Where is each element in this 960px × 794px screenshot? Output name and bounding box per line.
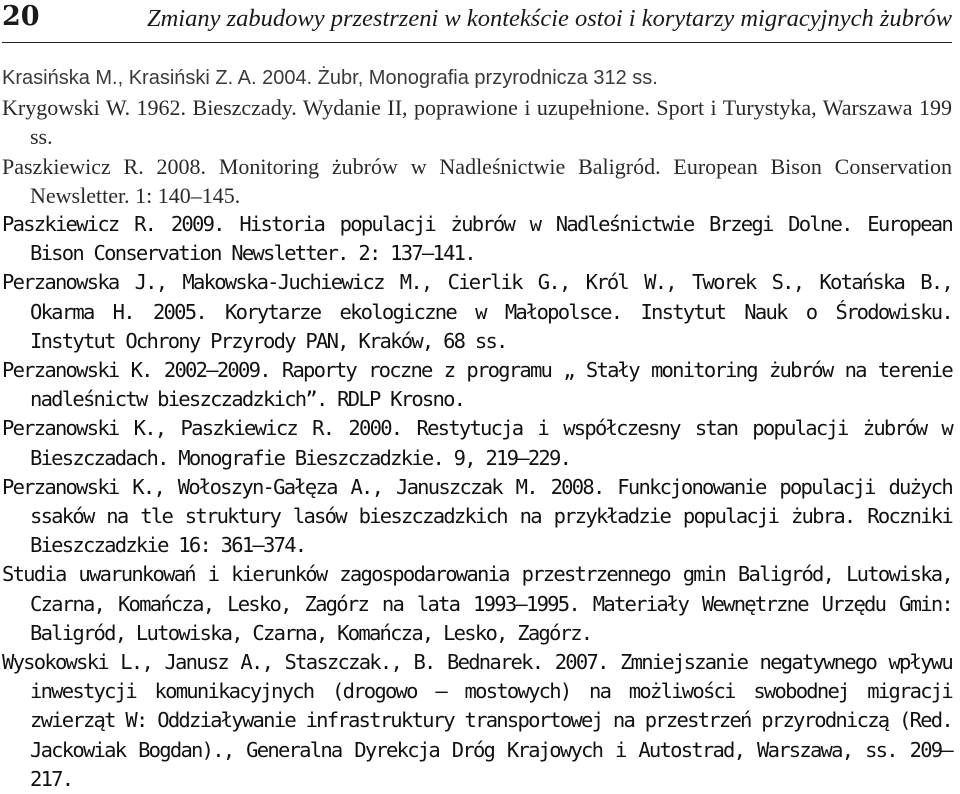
reference-entry: Krygowski W. 1962. Bieszczady. Wydanie II, poprawione i uzupełnione. Sport i Turystyka, Warszawa 199 ss. (2, 95, 952, 150)
page-number: 20 (2, 1, 40, 32)
running-title: Zmiany zabudowy przestrzeni w kontekście ostoi i korytarzy migracyjnych żubrów (146, 5, 952, 32)
reference-entry: Studia uwarunkowań i kierunków zagospodarowania przestrzennego gmin Baligród, Lutowiska, Czarna, Komańcza, Lesko, Zagórz na lata 1993–1995. Materiały Wewnętrzne Urzędu Gmin: Baligród, Lutowiska, Czarna, Komańcza, Lesko, Zagórz. (2, 562, 952, 645)
reference-entry: Perzanowski K., Wołoszyn-Gałęza A., Januszczak M. 2008. Funkcjonowanie populacji dużych ssaków na tle struktury lasów bieszczadzkich na przykładzie populacji żubra. Roczniki Bieszczadzkie 16: 361–374. (2, 474, 952, 558)
reference-entry: Paszkiewicz R. 2008. Monitoring żubrów w Nadleśnictwie Baligród. European Bison Conservation Newsletter. 1: 140–145. (2, 153, 952, 208)
reference-entry: Perzanowski K., Paszkiewicz R. 2000. Restytucja i współczesny stan populacji żubrów w Bieszczadach. Monografie Bieszczadzkie. 9, 219–229. (2, 416, 952, 470)
running-header (2, 0, 952, 42)
header-rule (2, 42, 952, 43)
reference-entry: Krasińska M., Krasiński Z. A. 2004. Żubr, Monografia przyrodnicza 312 ss. (2, 67, 658, 89)
reference-entry: Perzanowska J., Makowska-Juchiewicz M., Cierlik G., Król W., Tworek S., Kotańska B., Okarma H. 2005. Korytarze ekologiczne w Małopolsce. Instytut Nauk o Środowisku. Instytut Ochrony Przyrody PAN, Kraków, 68 ss. (2, 270, 952, 353)
reference-entry: Paszkiewicz R. 2009. Historia populacji żubrów w Nadleśnictwie Brzegi Dolne. European Bison Conservation Newsletter. 2: 137–141. (2, 212, 952, 266)
reference-entry: Wysokowski L., Janusz A., Staszczak., B. Bednarek. 2007. Zmniejszanie negatywnego wpływu inwestycji komunikacyjnych (drogowo – mostowych) na możliwości swobodnej migracji zwierząt W: Oddziaływanie infrastruktury transportowej na przestrzeń przyrodniczą (Red. Jackowiak Bogdan)., Generalna Dyrekcja Dróg Krajowych i Autostrad, Warszawa, ss. 209–217. (2, 650, 952, 791)
reference-list (2, 64, 952, 794)
reference-entry: Perzanowski K. 2002–2009. Raporty roczne z programu „ Stały monitoring żubrów na terenie nadleśnictw bieszczadzkich”. RDLP Krosno. (2, 358, 952, 412)
